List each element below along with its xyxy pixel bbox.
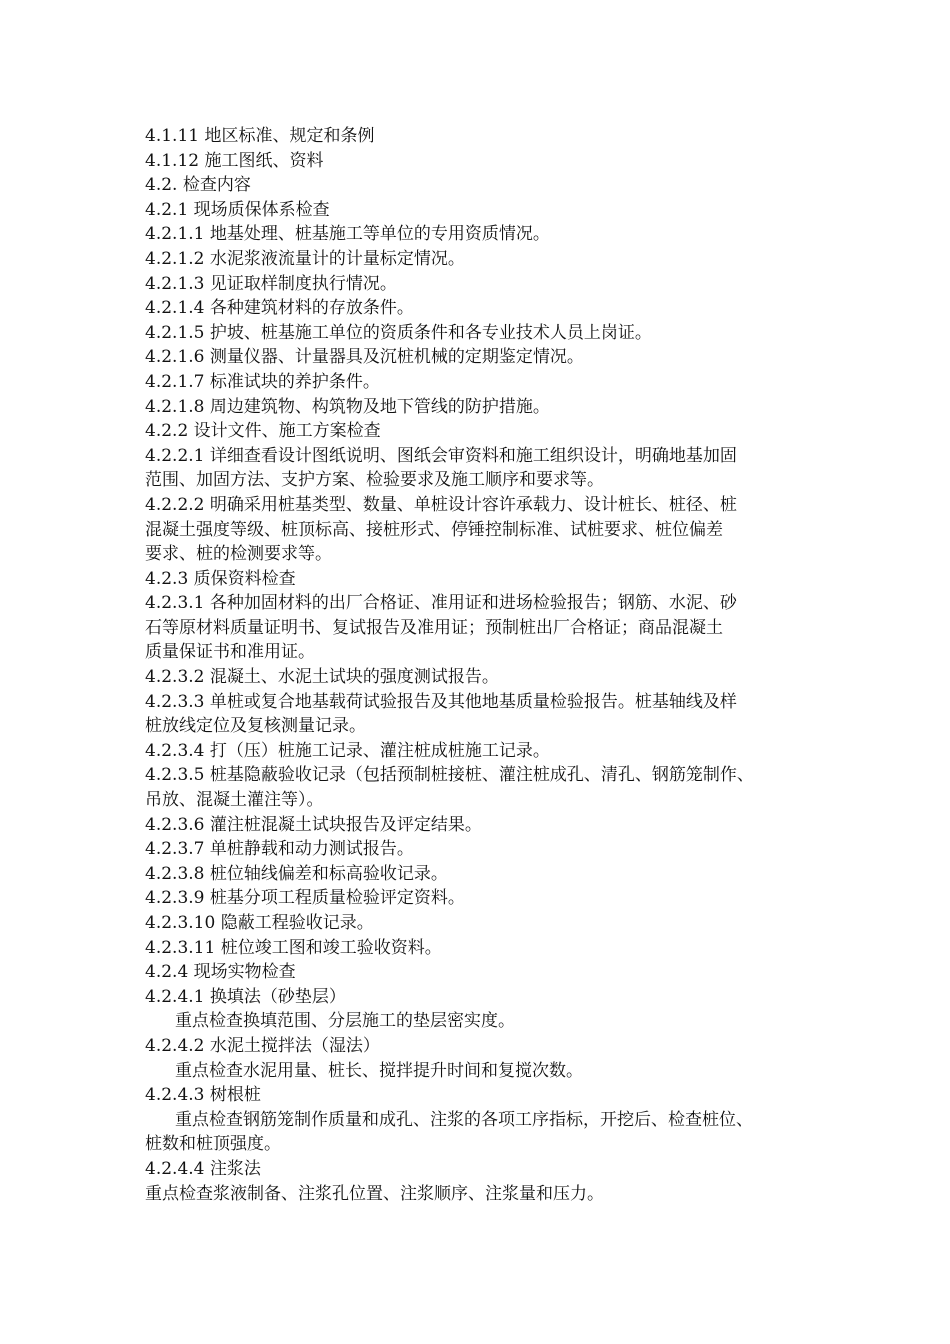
text-line: 重点检查钢筋笼制作质量和成孔、注浆的各项工序指标，开挖后、检查桩位、 [175,1109,753,1130]
text-line: 4.2.1.5 护坡、桩基施工单位的资质条件和各专业技术人员上岗证。 [145,322,652,343]
text-line: 要求、桩的检测要求等。 [145,544,332,565]
text-line: 4.2.2 设计文件、施工方案检查 [145,421,381,442]
text-line: 范围、加固方法、支护方案、检验要求及施工顺序和要求等。 [145,470,604,491]
text-line: 石等原材料质量证明书、复试报告及准用证；预制桩出厂合格证；商品混凝土 [145,617,723,638]
text-line: 4.2.3.4 打（压）桩施工记录、灌注桩成桩施工记录。 [145,740,550,761]
text-line: 4.2.3.9 桩基分项工程质量检验评定资料。 [145,888,465,909]
text-line: 4.2.4.1 换填法（砂垫层） [145,986,346,1007]
text-line: 4.2.4.4 注浆法 [145,1158,261,1179]
text-line: 4.2.4.2 水泥土搅拌法（湿法） [145,1035,380,1056]
text-line: 4.2.3.6 灌注桩混凝土试块报告及评定结果。 [145,814,482,835]
text-line: 4.2.1.6 测量仪器、计量器具及沉桩机械的定期鉴定情况。 [145,347,584,368]
text-line: 4.2.1.2 水泥浆液流量计的计量标定情况。 [145,248,465,269]
text-line: 4.1.12 施工图纸、资料 [145,150,324,171]
text-line: 重点检查换填范围、分层施工的垫层密实度。 [175,1011,515,1032]
text-line: 4.2.1.8 周边建筑物、构筑物及地下管线的防护措施。 [145,396,550,417]
text-line: 4.2.3 质保资料检查 [145,568,296,589]
text-line: 桩数和桩顶强度。 [145,1134,281,1155]
text-line: 4.2.4.3 树根桩 [145,1085,261,1106]
text-line: 4.2.4 现场实物检查 [145,962,296,983]
text-line: 4.2. 检查内容 [145,175,251,196]
text-line: 4.2.1.7 标准试块的养护条件。 [145,371,380,392]
text-line: 4.2.3.7 单桩静载和动力测试报告。 [145,839,414,860]
text-line: 4.1.11 地区标准、规定和条例 [145,126,375,146]
text-line: 吊放、混凝土灌注等）。 [145,790,324,811]
text-line: 4.2.1.3 见证取样制度执行情况。 [145,273,397,294]
text-line: 4.2.3.8 桩位轴线偏差和标高验收记录。 [145,863,448,884]
text-line: 质量保证书和准用证。 [145,642,315,663]
text-line: 重点检查浆液制备、注浆孔位置、注浆顺序、注浆量和压力。 [145,1183,604,1204]
text-line: 重点检查水泥用量、桩长、搅拌提升时间和复搅次数。 [175,1060,583,1081]
text-line: 4.2.2.1 详细查看设计图纸说明、图纸会审资料和施工组织设计，明确地基加固 [145,445,737,466]
text-line: 4.2.3.11 桩位竣工图和竣工验收资料。 [145,937,442,958]
text-line: 4.2.3.3 单桩或复合地基载荷试验报告及其他地基质量检验报告。桩基轴线及样 [145,691,737,712]
text-line: 4.2.1.1 地基处理、桩基施工等单位的专用资质情况。 [145,224,550,245]
text-line: 桩放线定位及复核测量记录。 [145,716,366,737]
text-line: 混凝土强度等级、桩顶标高、接桩形式、停锤控制标准、试桩要求、桩位偏差 [145,519,723,540]
document-page [145,124,825,1206]
text-line: 4.2.3.5 桩基隐蔽验收记录（包括预制桩接桩、灌注桩成孔、清孔、钢筋笼制作、 [145,765,754,786]
text-line: 4.2.3.10 隐蔽工程验收记录。 [145,913,374,933]
text-line: 4.2.3.2 混凝土、水泥土试块的强度测试报告。 [145,667,499,688]
text-line: 4.2.2.2 明确采用桩基类型、数量、单桩设计容许承载力、设计桩长、桩径、桩 [145,494,737,515]
text-line: 4.2.3.1 各种加固材料的出厂合格证、准用证和进场检验报告；钢筋、水泥、砂 [145,593,737,614]
text-line: 4.2.1.4 各种建筑材料的存放条件。 [145,298,414,319]
text-line: 4.2.1 现场质保体系检查 [145,199,330,220]
